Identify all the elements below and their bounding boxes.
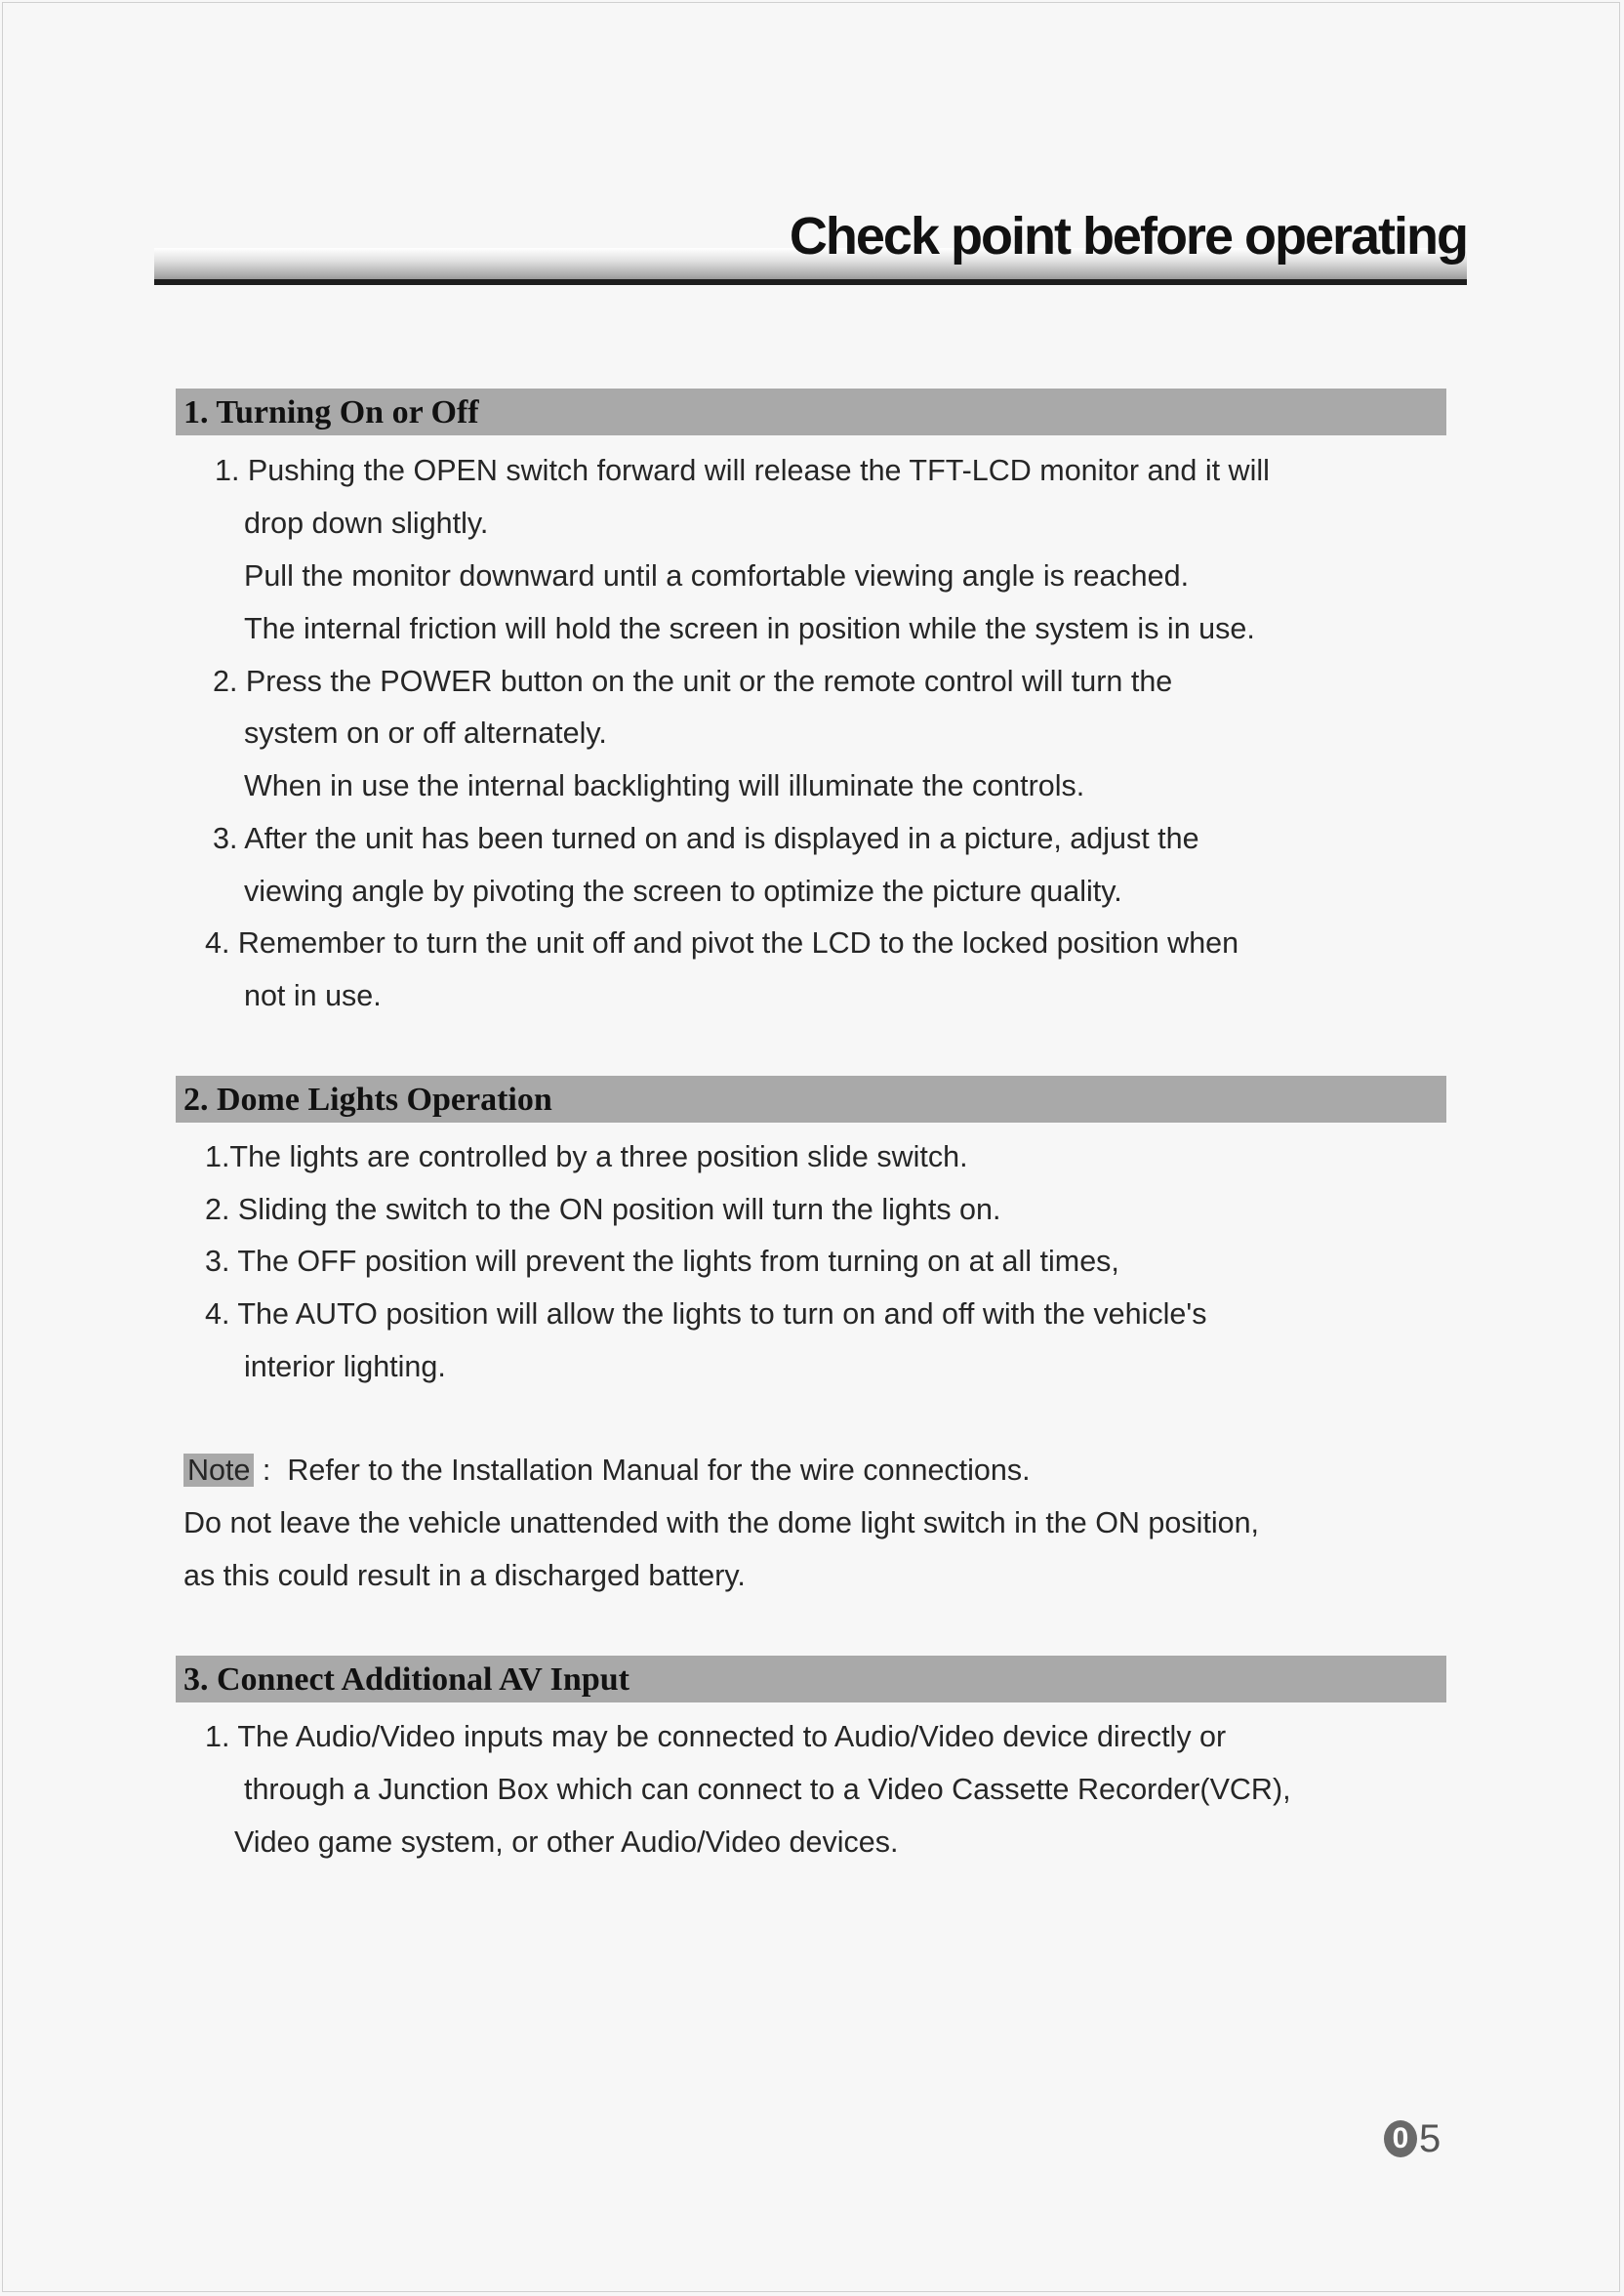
section-2-line: 1.The lights are controlled by a three position slide switch. <box>205 1140 968 1173</box>
section-2-line: 4. The AUTO position will allow the lights to turn on and off with the vehicle's <box>205 1297 1207 1331</box>
section-3-line: 1. The Audio/Video inputs may be connected to Audio/Video device directly or <box>205 1720 1227 1753</box>
section-1-line: 2. Press the POWER button on the unit or the remote control will turn the <box>213 665 1173 698</box>
section-1-line: viewing angle by pivoting the screen to optimize the picture quality. <box>244 875 1122 908</box>
note-body-line: as this could result in a discharged battery. <box>183 1559 746 1592</box>
title-rule <box>154 279 1467 285</box>
note-text: Refer to the Installation Manual for the wire connections. <box>287 1454 1031 1487</box>
section-heading-dome-lights: 2. Dome Lights Operation <box>176 1076 1446 1123</box>
page-number <box>1384 2114 1441 2163</box>
section-2-line: interior lighting. <box>244 1350 446 1383</box>
section-1-line: 3. After the unit has been turned on and is displayed in a picture, adjust the <box>213 822 1199 855</box>
note-label: Note <box>183 1454 254 1487</box>
section-1-line: 1. Pushing the OPEN switch forward will release the TFT-LCD monitor and it will <box>215 454 1270 487</box>
page-title: Check point before operating <box>789 207 1467 266</box>
note-line <box>183 1451 1031 1490</box>
section-heading-av-input: 3. Connect Additional AV Input <box>176 1656 1446 1702</box>
section-1-line: system on or off alternately. <box>244 717 607 750</box>
section-1-line: 4. Remember to turn the unit off and pivot the LCD to the locked position when <box>205 926 1239 960</box>
section-1-line: The internal friction will hold the screen in position while the system is in use. <box>244 612 1255 645</box>
section-1-line: When in use the internal backlighting will illuminate the controls. <box>244 769 1085 802</box>
page-number-digit: 5 <box>1419 2117 1441 2160</box>
section-2-line: 3. The OFF position will prevent the lights from turning on at all times, <box>205 1245 1119 1278</box>
section-1-line: Pull the monitor downward until a comfortable viewing angle is reached. <box>244 559 1190 593</box>
note-separator: : <box>254 1454 288 1487</box>
section-1-line: drop down slightly. <box>244 507 489 540</box>
page-number-circled-digit: 0 <box>1384 2120 1417 2157</box>
section-3-line: through a Junction Box which can connect to a Video Cassette Recorder(VCR), <box>244 1773 1291 1806</box>
section-3-line: Video game system, or other Audio/Video devices. <box>234 1825 899 1859</box>
section-heading-turning-on-off: 1. Turning On or Off <box>176 389 1446 435</box>
section-2-line: 2. Sliding the switch to the ON position will turn the lights on. <box>205 1193 1001 1226</box>
section-1-line: not in use. <box>244 979 382 1012</box>
note-body-line: Do not leave the vehicle unattended with the dome light switch in the ON position, <box>183 1506 1260 1539</box>
